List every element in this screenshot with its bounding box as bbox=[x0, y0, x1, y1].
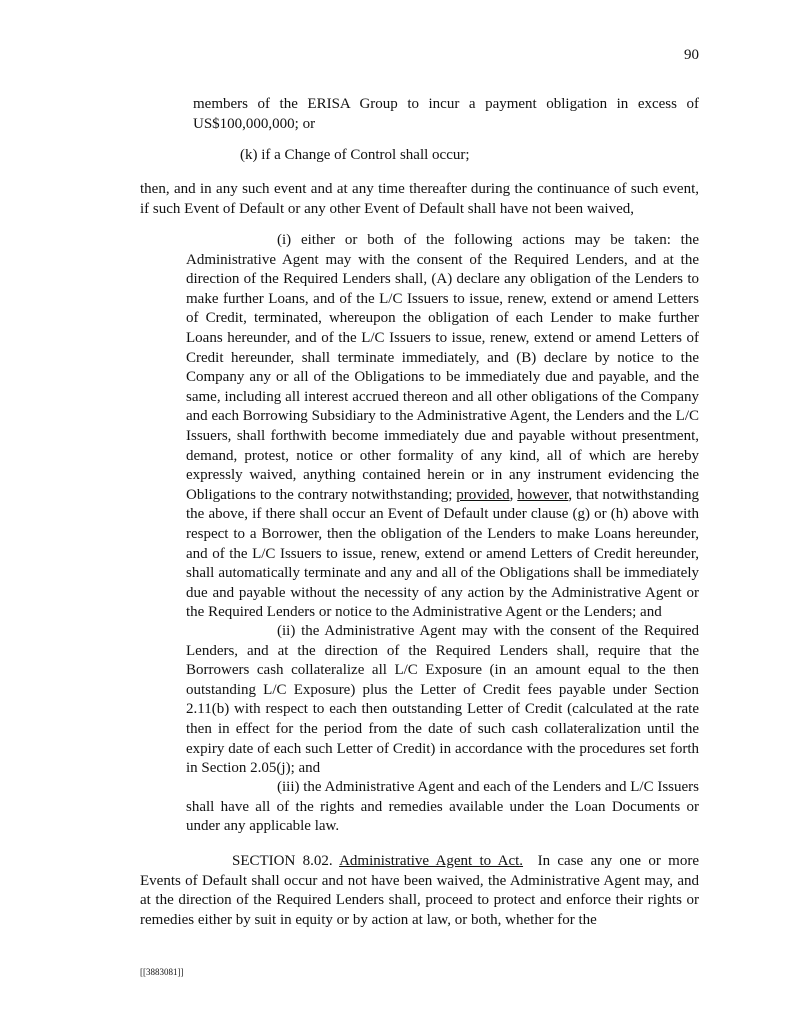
paragraph-then: then, and in any such event and at any time thereafter during the continuance of such event, if such Event of Default or any other Event of Default shall have not been waived, bbox=[140, 181, 699, 217]
clause-i-text-b: , that notwithstanding the above, if there shall occur an Event of Default under clause (g) or (h) above with respect to a Borrower, then the obligation of the Lenders to make Loans hereunder, and of the L/C Issuers to issue, renew, extend or amend Letters of Credit hereunder, shall automatically terminate and any and all of the Obligations shall be immediately due and payable without the necessity of any action by the Administrative Agent or the Required Lenders or notice to the Administrative Agent or the Lenders; and bbox=[186, 486, 700, 621]
paragraph-erisa: members of the ERISA Group to incur a payment obligation in excess of US$100,000,000; or bbox=[193, 96, 699, 132]
clause-i bbox=[186, 231, 699, 623]
however-term: however bbox=[517, 486, 569, 503]
paragraph-clause-k: (k) if a Change of Control shall occur; bbox=[240, 147, 470, 163]
clause-ii: (ii) the Administrative Agent may with the consent of the Required Lenders, and at the direction of the Required Lenders shall, require that the Borrowers cash collateralize all L/C Exposure (in an amount equal to the then outstanding L/C Exposure) plus the Letter of Credit fees payable under Section 2.11(b) with respect to each then outstanding Letter of Credit (calculated at the rate then in effect for the period from the date of such cash collateralization until the expiry date of each such Letter of Credit) in accordance with the procedures set forth in Section 2.05(j); and bbox=[186, 623, 699, 777]
clause-iii: (iii) the Administrative Agent and each of the Lenders and L/C Issuers shall have all of the rights and remedies available under the Loan Documents or under any applicable law. bbox=[186, 779, 699, 835]
section-8-02 bbox=[140, 852, 699, 930]
provided-term: provided bbox=[456, 486, 510, 503]
section-label: SECTION 8.02. bbox=[232, 853, 333, 869]
clause-i-comma: , bbox=[509, 486, 518, 503]
section-text: In case any one or more Events of Default shall occur and not have been waived, the Administrative Agent may, and at the direction of the Required Lenders shall, proceed to protect and enforce their rights or remedies either by suit in equity or by action at law, or both, whether for the bbox=[140, 853, 699, 928]
section-title: Administrative Agent to Act. bbox=[339, 853, 524, 869]
page-number: 90 bbox=[684, 47, 699, 63]
document-id-footer: [[3883081]] bbox=[140, 967, 184, 977]
clause-i-text-a: (i) either or both of the following actions may be taken: the Administrative Agent may with the consent of the Required Lenders, and at the direction of the Required Lenders shall, (A) declare any obligation of the Lenders to make further Loans, and of the L/C Issuers to issue, renew, extend or amend Letters of Credit, terminated, whereupon the obligation of each Lender to make further Loans hereunder, and of the L/C Issuers to issue, renew, extend or amend Letters of Credit hereunder, shall terminate immediately, and (B) declare by notice to the Company any or all of the Obligations to be immediately due and payable, and the same, including all interest accrued thereon and all other obligations of the Company and each Borrowing Subsidiary to the Administrative Agent, the Lenders and the L/C Issuers, shall forthwith become immediately due and payable without presentment, demand, protest, notice or other formality of any kind, all of which are hereby expressly waived, anything contained herein or in any instrument evidencing the Obligations to the contrary notwithstanding; bbox=[186, 232, 699, 503]
